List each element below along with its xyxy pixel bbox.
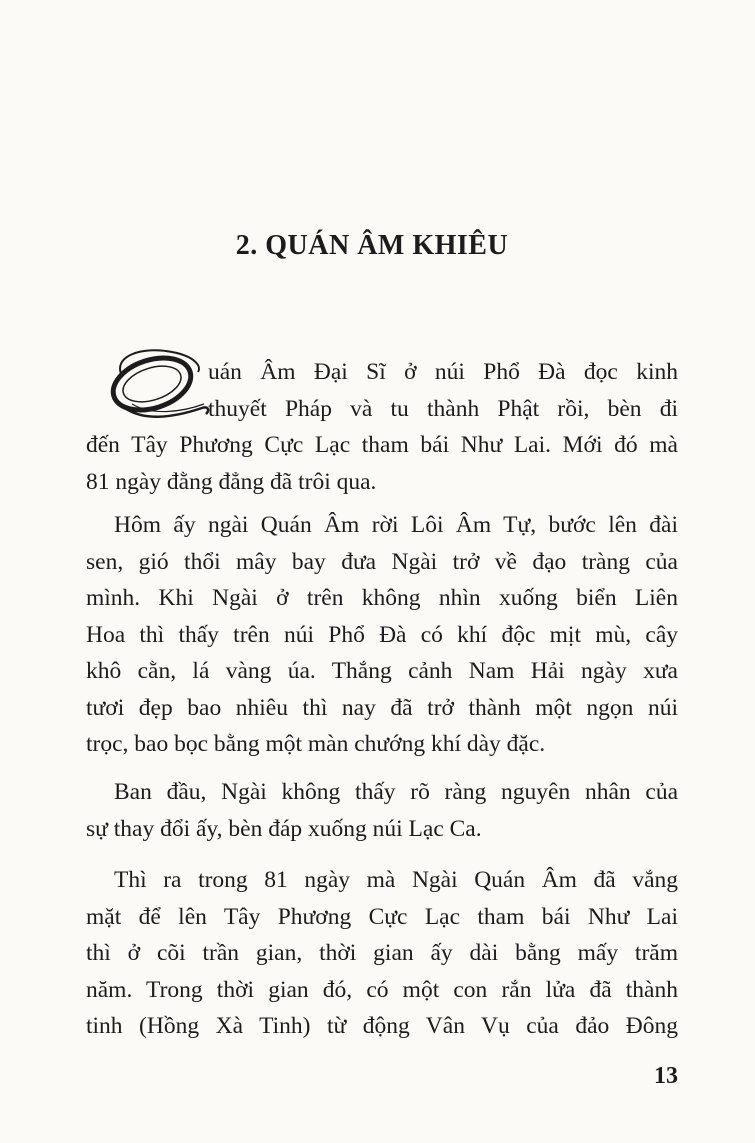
text-line: Thì ra trong 81 ngày mà Ngài Quán Âm đã vắng bbox=[114, 867, 678, 893]
text-line: uán Âm Đại Sĩ ở núi Phổ Đà đọc kinh bbox=[208, 359, 678, 385]
text-line: thuyết Pháp và tu thành Phật rồi, bèn đi bbox=[208, 395, 678, 422]
text-line: sự thay đổi ấy, bèn đáp xuống núi Lạc Ca. bbox=[86, 815, 482, 842]
paragraph-2 bbox=[86, 507, 678, 763]
text-line: trọc, bao bọc bằng một màn chướng khí dày đặc. bbox=[86, 731, 546, 757]
text-line: khô cằn, lá vàng úa. Thắng cảnh Nam Hải ngày xưa bbox=[86, 658, 678, 684]
text-line: 81 ngày đằng đẳng đã trôi qua. bbox=[86, 468, 377, 495]
text-line: đến Tây Phương Cực Lạc tham bái Như Lai. Mới đó mà bbox=[86, 432, 678, 458]
text-line: tươi đẹp bao nhiêu thì nay đã trở thành một ngọn núi bbox=[86, 694, 678, 721]
page-number: 13 bbox=[654, 1063, 678, 1089]
paragraph-3 bbox=[86, 774, 678, 847]
text-line: thì ở cõi trần gian, thời gian ấy dài bằng mấy trăm bbox=[86, 940, 678, 966]
text-line: Hôm ấy ngài Quán Âm rời Lôi Âm Tự, bước lên đài bbox=[114, 512, 678, 538]
text-line: mặt để lên Tây Phương Cực Lạc tham bái Như Lai bbox=[86, 903, 678, 930]
text-line: tinh (Hồng Xà Tinh) từ động Vân Vụ của đảo Đông bbox=[86, 1013, 678, 1039]
text-line: mình. Khi Ngài ở trên không nhìn xuống biển Liên bbox=[86, 585, 678, 611]
paragraph-4 bbox=[86, 862, 678, 1045]
text-line: sen, gió thổi mây bay đưa Ngài trở về đạo tràng của bbox=[86, 548, 678, 575]
text-line: Hoa thì thấy trên núi Phổ Đà có khí độc mịt mù, cây bbox=[86, 621, 678, 648]
text-line: năm. Trong thời gian đó, có một con rắn lửa đã thành bbox=[86, 976, 678, 1003]
paragraph-1 bbox=[86, 354, 678, 500]
chapter-title: 2. QUÁN ÂM KHIÊU bbox=[235, 230, 509, 261]
text-line: Ban đầu, Ngài không thấy rõ ràng nguyên nhân của bbox=[114, 779, 678, 805]
